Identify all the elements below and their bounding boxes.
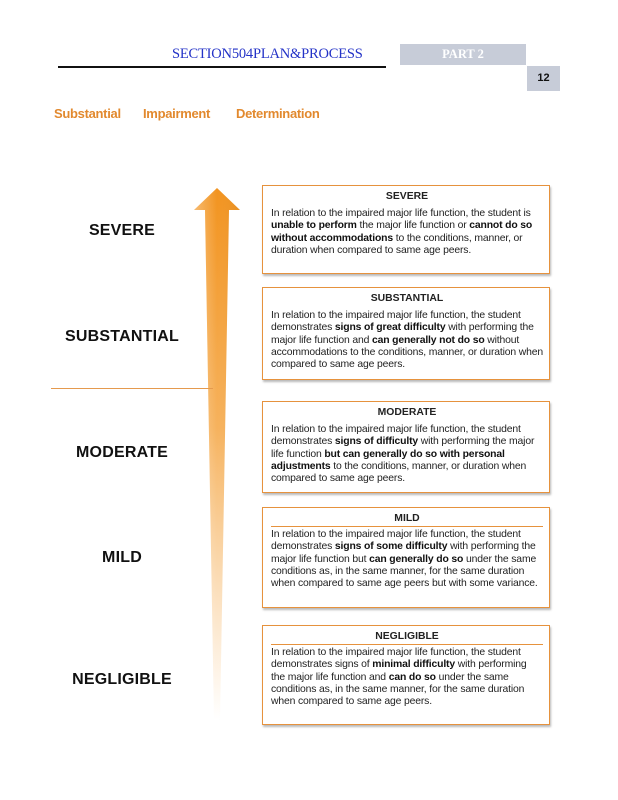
- description-box-substantial: [262, 287, 550, 380]
- level-label-moderate: MODERATE: [76, 444, 168, 461]
- description-box-moderate: [262, 401, 550, 493]
- box-title: MODERATE: [377, 407, 437, 418]
- subtitle-word-substantial: Substantial: [54, 106, 121, 121]
- part-tab: PART 2: [400, 44, 526, 65]
- header-rule: [58, 66, 386, 68]
- emphasis-text: can generally not do so: [371, 334, 485, 346]
- body-text: under the same conditions as, in the same manner, for the same duration when compared to same age peers but with some variance.: [271, 553, 538, 590]
- body-text: to the conditions, manner, or duration when compared to same age peers.: [271, 460, 527, 485]
- body-text: In relation to the impaired major life function, the student is: [271, 208, 531, 220]
- box-body: [271, 647, 543, 708]
- body-text: under the same conditions as, in the same manner, for the same duration when compared to same age peers.: [271, 671, 525, 708]
- body-text: In relation to the impaired major life function, the student demonstrates: [271, 310, 521, 334]
- level-label-negligible: NEGLIGIBLE: [72, 671, 172, 688]
- body-text: In relation to the impaired major life function, the student demonstrates: [271, 424, 521, 448]
- box-body: [271, 424, 543, 485]
- box-title: MILD: [271, 513, 543, 527]
- emphasis-text: signs of some difficulty: [334, 541, 448, 553]
- body-text: with performing the major life function: [271, 436, 535, 460]
- body-text: the major life function or: [356, 220, 470, 232]
- subtitle-word-determination: Determination: [236, 106, 320, 121]
- emphasis-text: can do so: [388, 671, 436, 683]
- emphasis-text: signs of difficulty: [334, 436, 419, 448]
- body-text: In relation to the impaired major life function, the student demonstrates signs of: [271, 647, 521, 671]
- description-box-severe: [262, 185, 550, 274]
- emphasis-text: cannot do so without accommodations: [271, 220, 533, 244]
- box-title: SEVERE: [385, 191, 429, 202]
- emphasis-text: unable to perform: [271, 220, 357, 232]
- level-label-mild: MILD: [102, 549, 142, 566]
- box-body: [271, 208, 543, 257]
- emphasis-text: minimal difficulty: [372, 659, 455, 671]
- body-text: with performing the major life function and: [271, 659, 527, 683]
- emphasis-text: but can generally do so with personal adjustments: [271, 448, 505, 472]
- description-box-mild: [262, 507, 550, 608]
- emphasis-text: can generally do so: [369, 553, 464, 565]
- box-title: SUBSTANTIAL: [370, 293, 444, 304]
- body-text: with performing the major life function and: [271, 322, 534, 346]
- box-body: [271, 310, 543, 371]
- box-title: NEGLIGIBLE: [271, 631, 543, 645]
- substantial-threshold-divider: [51, 388, 213, 389]
- description-box-negligible: [262, 625, 550, 725]
- body-text: In relation to the impaired major life function, the student demonstrates: [271, 529, 521, 553]
- body-text: to the conditions, manner, or duration when compared to same age peers.: [271, 232, 523, 256]
- page-number: 12: [527, 66, 560, 91]
- section-heading: SECTION504PLAN&PROCESS: [172, 46, 363, 62]
- level-label-severe: SEVERE: [88, 222, 156, 239]
- box-body: [271, 529, 543, 590]
- up-arrow-icon: [192, 184, 242, 724]
- subtitle-word-impairment: Impairment: [143, 106, 211, 121]
- body-text: without accommodations to the conditions, manner, or duration when compared to same age peers.: [271, 334, 544, 371]
- body-text: with performing the major life function but: [271, 541, 536, 565]
- emphasis-text: signs of great difficulty: [334, 322, 446, 334]
- level-label-substantial: SUBSTANTIAL: [65, 328, 179, 345]
